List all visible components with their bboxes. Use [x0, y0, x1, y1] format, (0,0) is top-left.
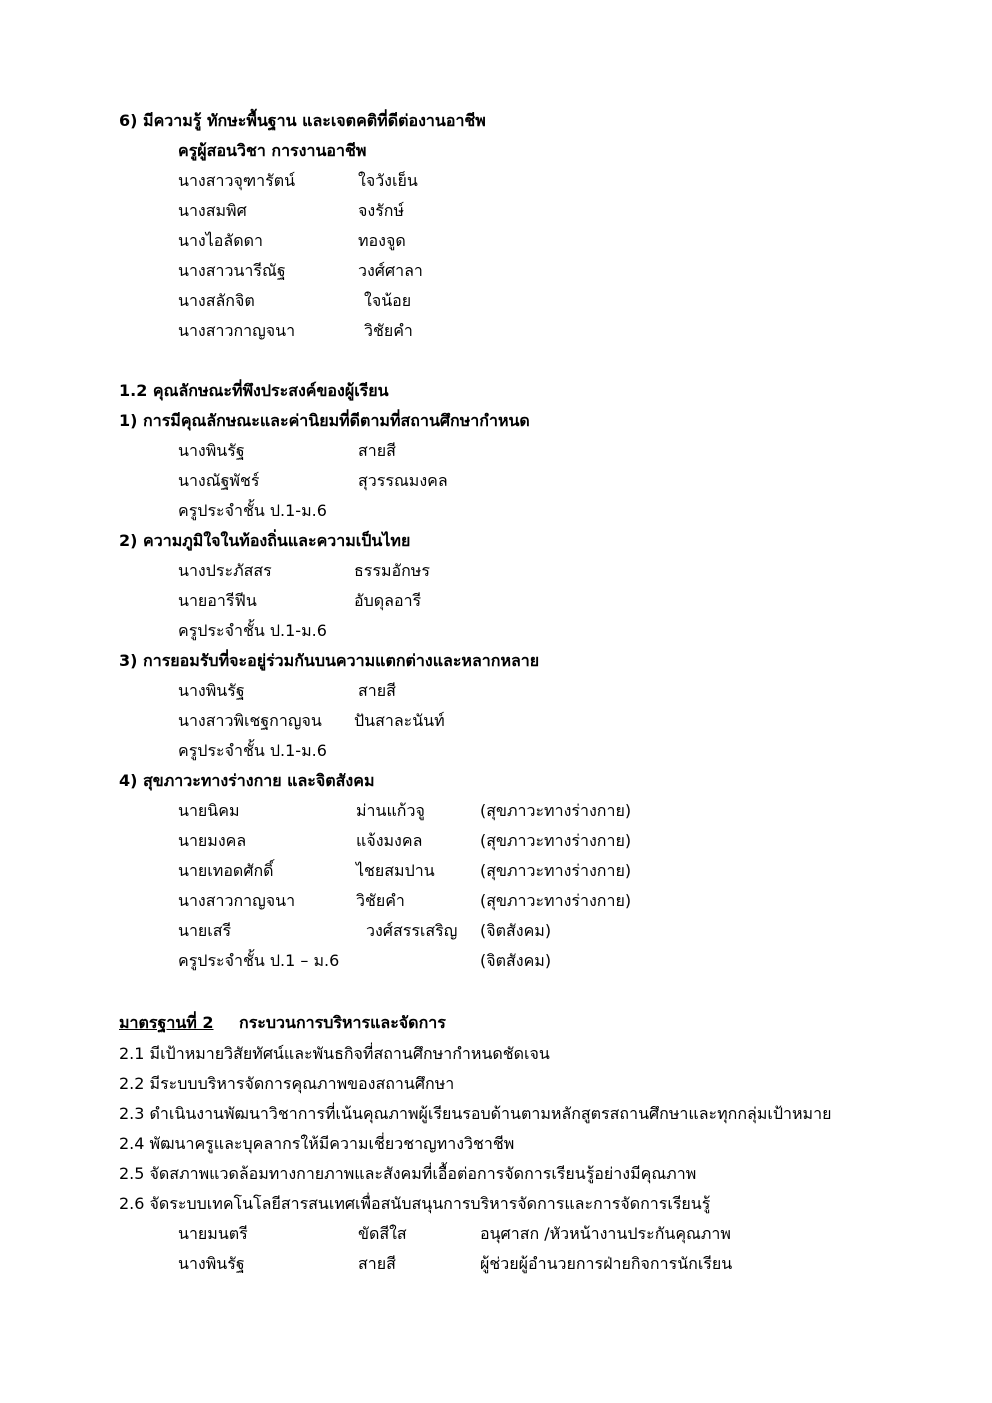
teacher-role: (จิตสังคม): [480, 951, 552, 970]
teacher-surname: ใจวังเย็น: [358, 171, 418, 190]
teacher-name: นางพินรัฐ: [178, 441, 245, 460]
teacher-role: (สุขภาวะทางร่างกาย): [480, 831, 632, 850]
standard-item: 2.2 มีระบบบริหารจัดการคุณภาพของสถานศึกษา: [119, 1074, 455, 1093]
teacher-name: นางประภัสสร: [178, 561, 272, 580]
teacher-name: นางสลักจิต: [178, 291, 255, 310]
teacher-surname: สายสี: [358, 441, 396, 460]
standard-item: 2.1 มีเป้าหมายวิสัยทัศน์และพันธกิจที่สถานศึกษากำหนดชัดเจน: [119, 1044, 550, 1063]
teacher-role: (จิตสังคม): [480, 921, 552, 940]
homeroom-note: ครูประจำชั้น ป.1-ม.6: [178, 621, 327, 640]
item-3-heading: 3) การยอมรับที่จะอยู่ร่วมกันบนความแตกต่างและหลากหลาย: [119, 651, 540, 670]
teacher-name: นางสมพิศ: [178, 201, 247, 220]
teacher-name: นายนิคม: [178, 801, 240, 820]
item-1-heading: 1) การมีคุณลักษณะและค่านิยมที่ดีตามที่สถานศึกษากำหนด: [119, 411, 530, 430]
teacher-surname: ม่านแก้วจู: [356, 801, 425, 820]
teacher-name: นางสาวจุฑารัตน์: [178, 171, 296, 190]
standard-item: 2.4 พัฒนาครูและบุคลากรให้มีความเชี่ยวชาญทางวิชาชีพ: [119, 1134, 515, 1153]
teacher-name: นายมงคล: [178, 831, 247, 850]
standard-item: 2.6 จัดระบบเทคโนโลยีสารสนเทศเพื่อสนับสนุนการบริหารจัดการและการจัดการเรียนรู้: [119, 1194, 711, 1213]
item-4-heading: 4) สุขภาวะทางร่างกาย และจิตสังคม: [119, 771, 375, 790]
teacher-role: (สุขภาวะทางร่างกาย): [480, 801, 632, 820]
teacher-name: นายอารีฟีน: [178, 591, 257, 610]
staff-name: นางพินรัฐ: [178, 1254, 245, 1273]
teacher-name: นายเทอดศักดิ์: [178, 861, 274, 880]
teacher-surname: วิชัยคำ: [364, 321, 413, 340]
teacher-name: นางสาวกาญจนา: [178, 321, 296, 340]
teacher-role: (สุขภาวะทางร่างกาย): [480, 891, 632, 910]
teacher-surname: วิชัยคำ: [356, 891, 405, 910]
section-6-heading: 6) มีความรู้ ทักษะพื้นฐาน และเจตคติที่ดีต่องานอาชีพ: [119, 111, 486, 130]
teacher-name: นางสาวนารีณัฐ: [178, 261, 286, 280]
teacher-surname: ใจน้อย: [364, 291, 412, 310]
section-6-subheading: ครูผู้สอนวิชา การงานอาชีพ: [178, 141, 367, 160]
teacher-surname: วงศ์สรรเสริญ: [366, 921, 458, 940]
teacher-surname: ไชยสมปาน: [356, 861, 435, 880]
teacher-surname: ปันสาละนันท์: [354, 711, 445, 730]
section-1-2-heading: 1.2 คุณลักษณะที่พึงประสงค์ของผู้เรียน: [119, 381, 389, 400]
staff-surname: สายสี: [358, 1254, 396, 1273]
teacher-name: นางสาวพิเชฐกาญจน: [178, 711, 322, 730]
homeroom-note: ครูประจำชั้น ป.1-ม.6: [178, 501, 327, 520]
staff-name: นายมนตรี: [178, 1224, 248, 1243]
teacher-name: นางไอลัดดา: [178, 231, 263, 250]
teacher-surname: สายสี: [358, 681, 396, 700]
staff-surname: ขัดสีใส: [358, 1224, 407, 1243]
teacher-surname: แจ้งมงคล: [356, 831, 423, 850]
teacher-name: นายเสรี: [178, 921, 232, 940]
homeroom-note: ครูประจำชั้น ป.1-ม.6: [178, 741, 327, 760]
teacher-name: นางณัฐพัชร์: [178, 471, 260, 490]
teacher-surname: ธรรมอักษร: [354, 561, 430, 580]
teacher-surname: สุวรรณมงคล: [358, 471, 448, 490]
teacher-name: นางพินรัฐ: [178, 681, 245, 700]
staff-role: อนุศาสก /หัวหน้างานประกันคุณภาพ: [480, 1224, 731, 1243]
homeroom-note: ครูประจำชั้น ป.1 – ม.6: [178, 951, 340, 970]
standard-item: 2.5 จัดสภาพแวดล้อมทางกายภาพและสังคมที่เอื้อต่อการจัดการเรียนรู้อย่างมีคุณภาพ: [119, 1164, 697, 1183]
teacher-surname: ทองจูด: [358, 231, 406, 250]
teacher-surname: จงรักษ์: [358, 201, 405, 220]
teacher-surname: วงศ์ศาลา: [358, 261, 423, 280]
teacher-surname: อับดุลอารี: [354, 591, 422, 610]
standard-2-title: กระบวนการบริหารและจัดการ: [239, 1013, 446, 1032]
item-2-heading: 2) ความภูมิใจในท้องถิ่นและความเป็นไทย: [119, 531, 411, 550]
standard-2-label: มาตรฐานที่ 2: [119, 1013, 214, 1032]
staff-role: ผู้ช่วยผู้อำนวยการฝ่ายกิจการนักเรียน: [480, 1254, 733, 1273]
standard-item: 2.3 ดำเนินงานพัฒนาวิชาการที่เน้นคุณภาพผู้เรียนรอบด้านตามหลักสูตรสถานศึกษาและทุกกลุ่มเป้าหมาย: [119, 1104, 832, 1123]
teacher-name: นางสาวกาญจนา: [178, 891, 296, 910]
teacher-role: (สุขภาวะทางร่างกาย): [480, 861, 632, 880]
